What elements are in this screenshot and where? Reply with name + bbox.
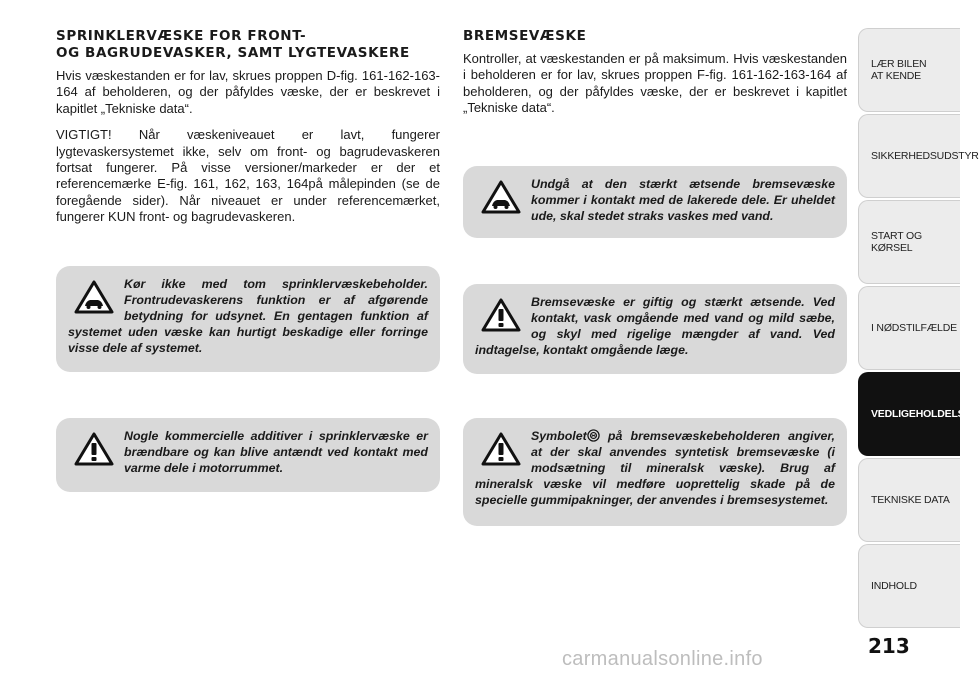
tab-technical-data[interactable] xyxy=(858,458,960,542)
washer-fluid-paragraph-1: Hvis væskestanden er for lav, skrues proppen D-fig. 161-162-163-164 af beholderen, og der påfyldes væske, der er beskrevet i kapitlet „Tekniske data“. xyxy=(56,68,440,116)
left-column xyxy=(56,28,440,236)
tab-label: VEDLIGEHOLDELSE xyxy=(871,408,972,420)
warning-text-toxic: Bremsevæske er giftig og stærkt ætsende. Ved kontakt, vask omgående med vand og mild sæbe, og skyl med rigelige mængder af vand. Ved indtagelse, kontakt omgående læge. xyxy=(475,295,835,357)
tab-maintenance[interactable] xyxy=(858,372,972,456)
washer-fluid-heading-line1: SPRINKLERVÆSKE FOR FRONT- xyxy=(56,28,307,44)
page-number: 213 xyxy=(868,634,910,658)
tab-label: SIKKERHEDSUDSTYR xyxy=(871,150,979,162)
tab-label-line2: AT KENDE xyxy=(871,70,921,82)
exclamation-triangle-icon xyxy=(475,432,525,466)
tab-label: LÆR BILEN xyxy=(871,58,927,70)
chapter-tabs xyxy=(858,0,979,677)
warning-box-synthetic-fluid xyxy=(463,418,847,526)
tab-label: INDHOLD xyxy=(871,580,917,592)
car-warning-triangle-icon xyxy=(475,180,525,214)
warning-box-toxic xyxy=(463,284,847,374)
tab-get-to-know-car[interactable] xyxy=(858,28,960,112)
warning-text-synthetic-fluid xyxy=(475,428,835,508)
synthetic-text-start: Symbolet xyxy=(531,429,587,443)
synthetic-fluid-symbol-icon xyxy=(587,429,600,442)
exclamation-triangle-icon xyxy=(475,298,525,332)
warning-text-empty-reservoir: Kør ikke med tom sprinklervæskebeholder. Frontrudevaskerens funktion er af afgørende betydning for udsynet. En gentagen funktion af systemet uden væske kan hurtigt beskadige eller forringe visse dele af systemet. xyxy=(68,277,428,355)
tab-label: START OG KØRSEL xyxy=(871,230,922,254)
watermark: carmanualsonline.info xyxy=(562,648,763,670)
brake-fluid-paragraph: Kontroller, at væskestanden er på maksimum. Hvis væskestanden i beholderen er for lav, skrues proppen F-fig. 161-162-163-164 af beholderen, og der påfyldes væske, der er beskrevet i kapitlet „Tekniske data“. xyxy=(463,51,847,116)
tab-label: TEKNISKE DATA xyxy=(871,494,950,506)
warning-text-corrosive-paint: Undgå at den stærkt ætsende bremsevæske kommer i kontakt med de lakerede dele. Er uheldet ude, skal stedet straks vaskes med vand. xyxy=(531,177,835,223)
washer-fluid-heading xyxy=(56,28,440,62)
warning-box-flammable-additives xyxy=(56,418,440,492)
brake-fluid-heading: BREMSEVÆSKE xyxy=(463,28,587,44)
tab-contents[interactable] xyxy=(858,544,960,628)
exclamation-triangle-icon xyxy=(68,432,118,466)
tab-start-and-driving[interactable] xyxy=(858,200,960,284)
tab-label: I NØDSTILFÆLDE xyxy=(871,322,957,334)
washer-fluid-paragraph-2: VIGTIGT! Når væskeniveauet er lavt, fungerer lygtevaskersystemet ikke, selv om front- og bagrudevaskeren fortsat fungerer. På visse versioner/markeder er der et referencemærke E-fig. 161, 162, 163, 164på målepinden (se de foregående sider). Når niveauet er under referencemærket, fungerer KUN front- og bagrudevaskeren. xyxy=(56,127,440,225)
car-warning-triangle-icon xyxy=(68,280,118,314)
washer-fluid-heading-line2: OG BAGRUDEVASKER, SAMT LYGTEVASKERE xyxy=(56,45,410,61)
tab-emergency[interactable] xyxy=(858,286,960,370)
synthetic-text-end: på bremsevæskebeholderen angiver, at der skal anvendes syntetisk bremsevæske (i modsætning til mineralsk væske). Brug af mineralsk væske vil medføre uoprettelig skade på de specielle gummipakninger, der anvendes i bremsesystemet. xyxy=(475,429,835,507)
warning-box-corrosive-paint xyxy=(463,166,847,238)
tab-safety-equipment[interactable] xyxy=(858,114,979,198)
warning-box-empty-reservoir xyxy=(56,266,440,372)
warning-text-flammable-additives: Nogle kommercielle additiver i sprinklervæske er brændbare og kan blive antændt ved kontakt med varme dele i motorrummet. xyxy=(124,429,428,475)
right-column xyxy=(463,28,847,127)
